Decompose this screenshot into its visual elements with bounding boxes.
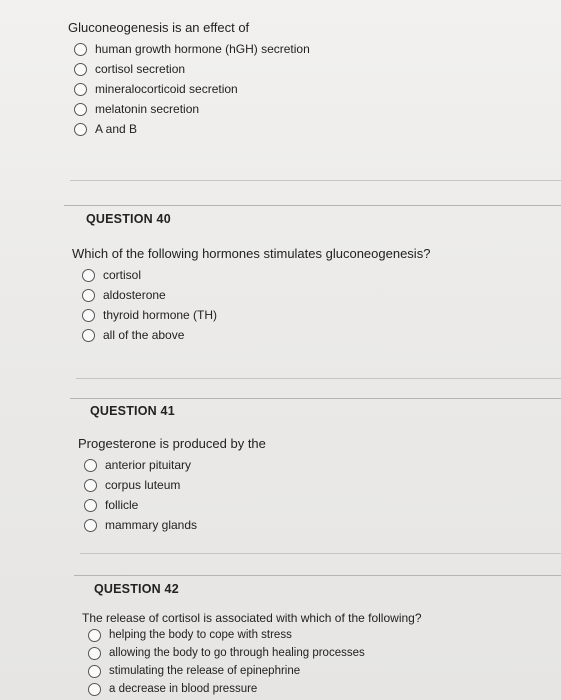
option-label: follicle <box>105 498 139 512</box>
answer-option[interactable] <box>84 455 266 475</box>
question-stem: Which of the following hormones stimulates gluconeogenesis? <box>72 246 431 261</box>
option-label: anterior pituitary <box>105 458 192 472</box>
radio-button-icon[interactable] <box>82 289 95 302</box>
answer-option[interactable] <box>88 626 422 644</box>
answer-option[interactable] <box>82 305 430 325</box>
answer-option[interactable] <box>82 265 430 285</box>
answer-option[interactable] <box>88 680 422 698</box>
divider <box>74 575 561 576</box>
radio-button-icon[interactable] <box>88 647 101 660</box>
radio-button-icon[interactable] <box>84 459 97 472</box>
question-heading: QUESTION 41 <box>90 404 175 418</box>
question-block <box>78 436 266 535</box>
radio-button-icon[interactable] <box>84 499 97 512</box>
radio-button-icon[interactable] <box>82 309 95 322</box>
option-label: allowing the body to go through healing processes <box>109 647 365 659</box>
divider <box>64 205 561 206</box>
question-block <box>72 246 430 345</box>
question-block <box>82 611 422 698</box>
answer-option[interactable] <box>88 662 422 680</box>
divider <box>80 553 561 554</box>
answer-option[interactable] <box>82 325 430 345</box>
option-label: A and B <box>95 122 138 136</box>
answer-option[interactable] <box>74 59 310 79</box>
answer-option[interactable] <box>74 99 310 119</box>
question-stem: Gluconeogenesis is an effect of <box>68 20 250 35</box>
radio-button-icon[interactable] <box>74 63 87 76</box>
question-heading: QUESTION 40 <box>86 212 171 226</box>
answer-option[interactable] <box>74 119 310 139</box>
option-label: all of the above <box>103 328 185 342</box>
option-label: mammary glands <box>105 518 198 532</box>
answer-option[interactable] <box>88 644 422 662</box>
option-label: stimulating the release of epinephrine <box>109 665 301 677</box>
answer-option[interactable] <box>84 495 266 515</box>
radio-button-icon[interactable] <box>74 123 87 136</box>
option-label: helping the body to cope with stress <box>109 629 292 641</box>
question-block <box>68 20 310 139</box>
answer-option[interactable] <box>82 285 430 305</box>
divider <box>76 378 561 379</box>
option-label: corpus luteum <box>105 478 181 492</box>
radio-button-icon[interactable] <box>84 479 97 492</box>
option-label: a decrease in blood pressure <box>109 683 258 695</box>
divider <box>70 180 561 181</box>
option-label: cortisol <box>103 268 142 282</box>
option-label: aldosterone <box>103 288 166 302</box>
radio-button-icon[interactable] <box>88 629 101 642</box>
option-label: melatonin secretion <box>95 102 200 116</box>
question-stem: Progesterone is produced by the <box>78 436 266 451</box>
answer-option[interactable] <box>84 475 266 495</box>
divider <box>70 398 561 399</box>
radio-button-icon[interactable] <box>74 43 87 56</box>
radio-button-icon[interactable] <box>88 683 101 696</box>
radio-button-icon[interactable] <box>84 519 97 532</box>
answer-option[interactable] <box>74 79 310 99</box>
question-heading: QUESTION 42 <box>94 582 179 596</box>
option-label: mineralocorticoid secretion <box>95 82 238 96</box>
radio-button-icon[interactable] <box>74 83 87 96</box>
answer-option[interactable] <box>74 39 310 59</box>
radio-button-icon[interactable] <box>82 329 95 342</box>
radio-button-icon[interactable] <box>74 103 87 116</box>
option-label: cortisol secretion <box>95 62 186 76</box>
question-stem: The release of cortisol is associated with which of the following? <box>82 611 422 625</box>
answer-option[interactable] <box>84 515 266 535</box>
option-label: thyroid hormone (TH) <box>103 308 218 322</box>
option-label: human growth hormone (hGH) secretion <box>95 42 310 56</box>
radio-button-icon[interactable] <box>88 665 101 678</box>
radio-button-icon[interactable] <box>82 269 95 282</box>
